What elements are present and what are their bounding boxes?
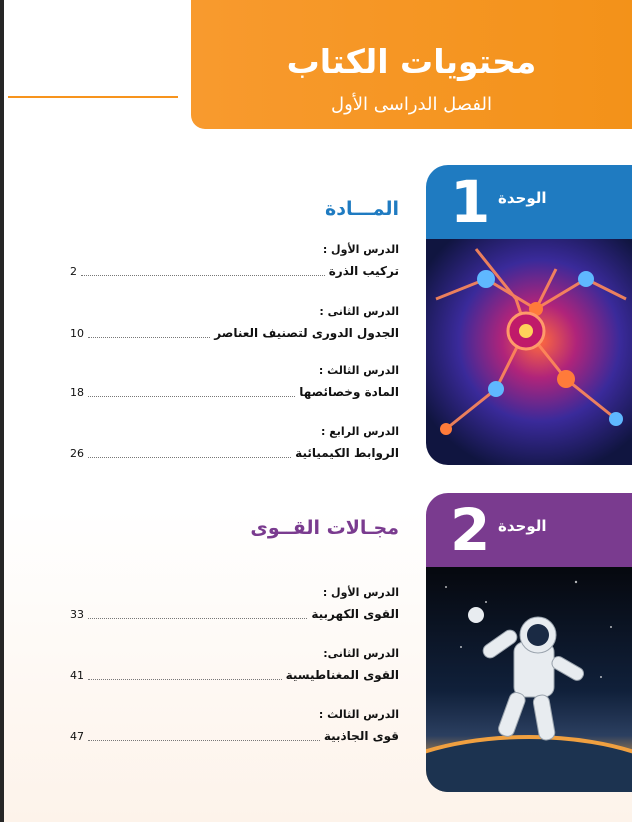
toc-row[interactable] xyxy=(70,666,399,684)
toc-row[interactable] xyxy=(70,727,399,745)
toc-row[interactable] xyxy=(70,324,399,342)
lesson-topic: القوى الكهربية xyxy=(311,607,399,621)
lesson-label: الدرس الثانى: xyxy=(323,647,399,660)
header-banner xyxy=(191,0,632,129)
leader-dots xyxy=(88,670,282,680)
lesson-label: الدرس الثانى : xyxy=(319,305,399,318)
leader-dots xyxy=(88,387,295,397)
page-number: 10 xyxy=(70,326,84,340)
unit-2-title: مجـالات القــوى xyxy=(250,517,399,539)
molecule-image xyxy=(426,239,632,465)
toc-row[interactable] xyxy=(70,605,399,623)
toc-row[interactable] xyxy=(70,444,399,462)
page-number: 47 xyxy=(70,729,84,743)
decorative-line xyxy=(8,96,178,98)
lesson-topic: الروابط الكيميائية xyxy=(295,446,399,460)
lesson-topic: تركيب الذرة xyxy=(328,264,399,278)
lesson-topic: المادة وخصائصها xyxy=(299,385,399,399)
lesson-label: الدرس الثالث : xyxy=(318,708,399,721)
unit-2-number: 2 xyxy=(450,496,491,564)
unit-1-number: 1 xyxy=(450,168,491,236)
unit-1-title: المـــادة xyxy=(325,198,399,220)
lesson-topic: قوى الجاذبية xyxy=(323,729,399,743)
unit-1-tab[interactable] xyxy=(426,165,632,239)
page-title: محتويات الكتاب xyxy=(286,42,537,81)
leader-dots xyxy=(88,328,210,338)
astronaut-image xyxy=(426,567,632,792)
page-subtitle: الفصل الدراسى الأول xyxy=(330,94,493,115)
unit-1-word: الوحدة xyxy=(498,189,547,207)
unit-2-tab[interactable] xyxy=(426,493,632,567)
page-number: 33 xyxy=(70,607,84,621)
leader-dots xyxy=(81,266,325,276)
lesson-topic: الجدول الدورى لتصنيف العناصر xyxy=(214,326,399,340)
toc-row[interactable] xyxy=(70,262,399,280)
lesson-label: الدرس الأول : xyxy=(322,243,399,256)
leader-dots xyxy=(88,731,320,741)
page-edge xyxy=(0,0,4,822)
lesson-topic: القوى المغناطيسية xyxy=(285,668,399,682)
leader-dots xyxy=(88,609,307,619)
page-number: 2 xyxy=(70,264,77,278)
page-number: 18 xyxy=(70,385,84,399)
lesson-label: الدرس الأول : xyxy=(322,586,399,599)
lesson-label: الدرس الثالث : xyxy=(318,364,399,377)
unit-2-image xyxy=(426,567,632,792)
lesson-label: الدرس الرابع : xyxy=(321,425,399,438)
leader-dots xyxy=(88,448,291,458)
unit-1-image xyxy=(426,239,632,465)
page-number: 41 xyxy=(70,668,84,682)
toc-row[interactable] xyxy=(70,383,399,401)
page-number: 26 xyxy=(70,446,84,460)
unit-2-word: الوحدة xyxy=(498,517,547,535)
